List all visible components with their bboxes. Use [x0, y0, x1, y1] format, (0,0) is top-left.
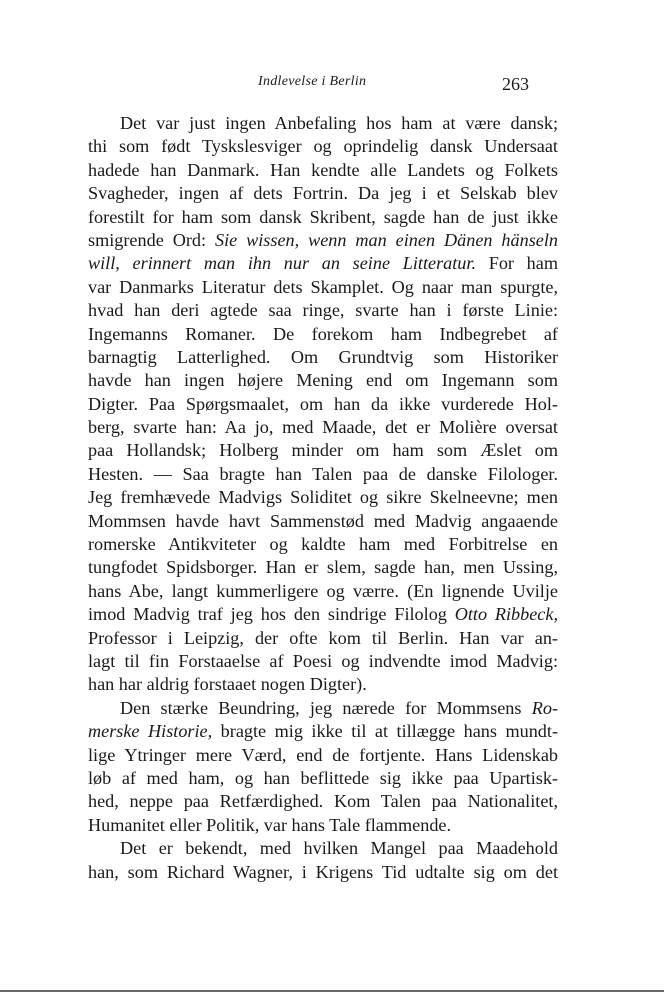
- text-line: [88, 252, 558, 275]
- text-line: [88, 229, 558, 252]
- text-line: Det er bekendt, med hvilken Mangel paa Maadehold: [120, 838, 558, 859]
- page-header: [0, 0, 664, 110]
- text-line: paa Hollandsk; Holberg minder om ham som Æslet om: [88, 440, 558, 461]
- text-line: Professor i Leipzig, der ofte kom til Berlin. Han var an-: [88, 627, 558, 648]
- body-text: [88, 112, 558, 884]
- text-segment: bragte mig ikke til at tillægge hans mundt-: [212, 721, 558, 742]
- italic-title: Ro-: [531, 697, 558, 718]
- text-line: tungfodet Spidsborger. Han er slem, sagde han, men Ussing,: [88, 557, 558, 578]
- text-line: lige Ytringer mere Værd, end de fortjente. Hans Lidenskab: [88, 744, 558, 765]
- text-segment: imod Madvig traf jeg hos den sindrige Filolog: [88, 604, 455, 625]
- text-line: forestilt for ham som dansk Skribent, sagde han de just ikke: [88, 206, 558, 227]
- text-line: han, som Richard Wagner, i Krigens Tid udtalte sig om det: [88, 861, 558, 882]
- text-line: havde han ingen højere Mening end om Ingemann som: [88, 370, 558, 391]
- italic-quote: Sie wissen, wenn man einen Dänen hänseln: [214, 229, 558, 250]
- text-segment: smigrende Ord:: [88, 229, 215, 250]
- italic-quote: will, erinnert man ihn nur an seine Litteratur.: [88, 253, 476, 274]
- text-line: [88, 697, 558, 720]
- page-number: 263: [502, 74, 529, 94]
- text-line: barnagtig Latterlighed. Om Grundtvig som Historiker: [88, 346, 558, 367]
- running-title: Indlevelse i Berlin: [258, 74, 367, 89]
- italic-name: Otto Ribbeck,: [454, 604, 558, 625]
- text-line: hvad han deri agtede saa ringe, svarte han i første Linie:: [88, 300, 558, 321]
- text-line: [88, 603, 558, 626]
- text-line: Ingemanns Romaner. De forekom ham Indbegrebet af: [88, 323, 558, 344]
- text-line: hadede han Danmark. Han kendte alle Landets og Folkets: [88, 159, 558, 180]
- text-line: hans Abe, langt kummerligere og værre. (En lignende Uvilje: [88, 580, 558, 601]
- text-line: Mommsen havde havt Sammenstød med Madvig angaaende: [88, 510, 558, 531]
- text-line: Det var just ingen Anbefaling hos ham at være dansk;: [120, 113, 558, 133]
- scan-edge-line: [0, 990, 664, 992]
- text-line: Hesten. — Saa bragte han Talen paa de danske Filologer.: [88, 463, 558, 484]
- text-segment: Den stærke Beundring, jeg nærede for Mommsens: [120, 697, 532, 718]
- text-line: thi som født Tyskslesviger og oprindelig dansk Undersaat: [88, 136, 558, 157]
- text-line: [88, 720, 558, 743]
- text-line: Humanitet eller Politik, var hans Tale flammende.: [88, 814, 452, 835]
- text-line: løb af med ham, og han beflittede sig ikke paa Upartisk-: [88, 767, 558, 788]
- text-line: romerske Antikviteter og kaldte ham med Forbitrelse en: [88, 534, 558, 555]
- text-line: Digter. Paa Spørgsmaalet, om han da ikke vurderede Hol-: [88, 393, 558, 414]
- text-line: lagt til fin Forstaaelse af Poesi og indvendte imod Madvig:: [88, 650, 558, 671]
- text-line: var Danmarks Literatur dets Skamplet. Og naar man spurgte,: [88, 276, 558, 297]
- text-line: berg, svarte han: Aa jo, med Maade, det er Molière oversat: [88, 417, 558, 438]
- text-line: hed, neppe paa Retfærdighed. Kom Talen paa Nationalitet,: [88, 791, 558, 812]
- text-line: han har aldrig forstaaet nogen Digter).: [88, 674, 367, 695]
- text-line: Jeg fremhævede Madvigs Soliditet og sikre Skelneevne; men: [88, 487, 558, 508]
- text-line: Svagheder, ingen af dets Fortrin. Da jeg i et Selskab blev: [88, 183, 558, 204]
- text-segment: For ham: [476, 253, 558, 274]
- italic-title: merske Historie,: [88, 721, 213, 742]
